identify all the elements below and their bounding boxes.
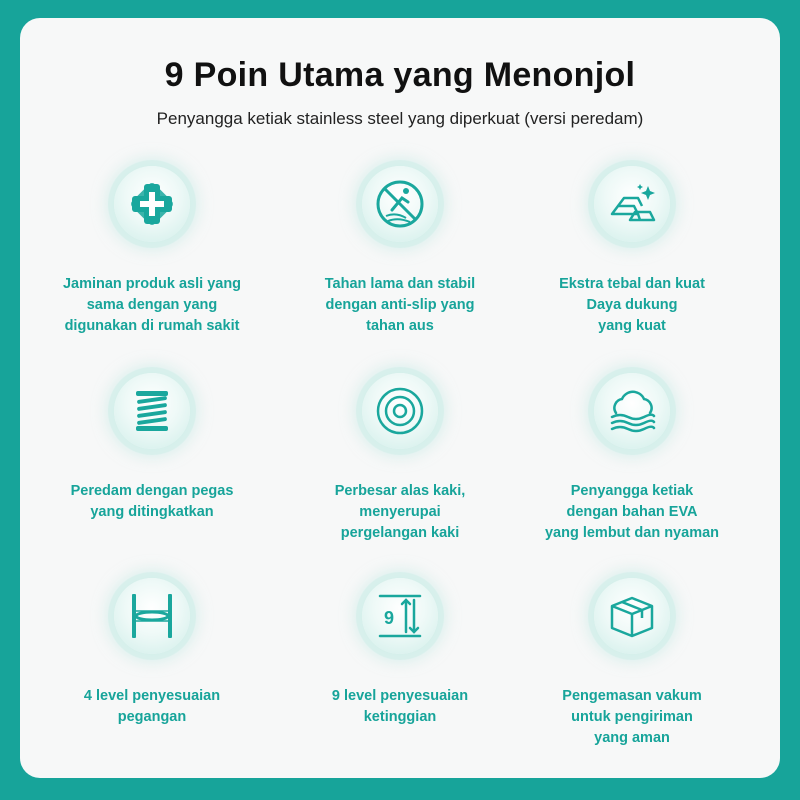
feature-label-line: Penyangga ketiak bbox=[570, 483, 694, 499]
feature-label-line: menyerupai bbox=[359, 504, 441, 520]
feature-label-line: yang kuat bbox=[598, 318, 666, 334]
package-box-icon bbox=[604, 588, 660, 644]
feature-label-line: digunakan di rumah sakit bbox=[64, 318, 240, 334]
feature-label-line: yang aman bbox=[594, 730, 670, 746]
feature-label-line: 9 level penyesuaian bbox=[331, 688, 469, 704]
feature-label-line: sama dengan yang bbox=[86, 297, 218, 313]
feature-label-line: Perbesar alas kaki, bbox=[334, 483, 466, 499]
feature-label-line: Daya dukung bbox=[586, 297, 678, 313]
gold-bars-icon bbox=[604, 176, 660, 232]
feature-label-line: dengan anti-slip yang bbox=[325, 297, 475, 313]
anti-slip-icon bbox=[372, 176, 428, 232]
page-subtitle: Penyangga ketiak stainless steel yang diperkuat (versi peredam) bbox=[156, 109, 644, 128]
svg-text:9: 9 bbox=[384, 608, 395, 628]
concentric-circles-icon bbox=[372, 383, 428, 439]
feature-label-line: yang lembut dan nyaman bbox=[544, 525, 720, 541]
page-title: 9 Poin Utama yang Menonjol bbox=[164, 56, 636, 94]
feature-label-line: Pengemasan vakum bbox=[562, 688, 702, 704]
infographic-card bbox=[20, 18, 780, 778]
feature-label-line: Ekstra tebal dan kuat bbox=[559, 276, 705, 292]
medical-cross-icon bbox=[124, 176, 180, 232]
feature-label-line: Jaminan produk asli yang bbox=[62, 276, 242, 292]
height-adjust-icon bbox=[372, 588, 428, 644]
handle-adjust-icon bbox=[124, 588, 180, 644]
cloud-icon bbox=[604, 383, 660, 439]
feature-label-line: yang ditingkatkan bbox=[90, 504, 214, 520]
feature-label-line: untuk pengiriman bbox=[571, 709, 693, 725]
feature-label-line: 4 level penyesuaian bbox=[83, 688, 221, 704]
feature-label-line: pergelangan kaki bbox=[340, 525, 460, 541]
feature-label-line: Peredam dengan pegas bbox=[70, 483, 234, 499]
feature-label-line: tahan aus bbox=[366, 318, 434, 334]
feature-label-line: ketinggian bbox=[363, 709, 437, 725]
feature-label-line: pegangan bbox=[117, 709, 187, 725]
feature-label-line: Tahan lama dan stabil bbox=[324, 276, 476, 292]
feature-label-line: dengan bahan EVA bbox=[566, 504, 698, 520]
spring-icon bbox=[124, 383, 180, 439]
